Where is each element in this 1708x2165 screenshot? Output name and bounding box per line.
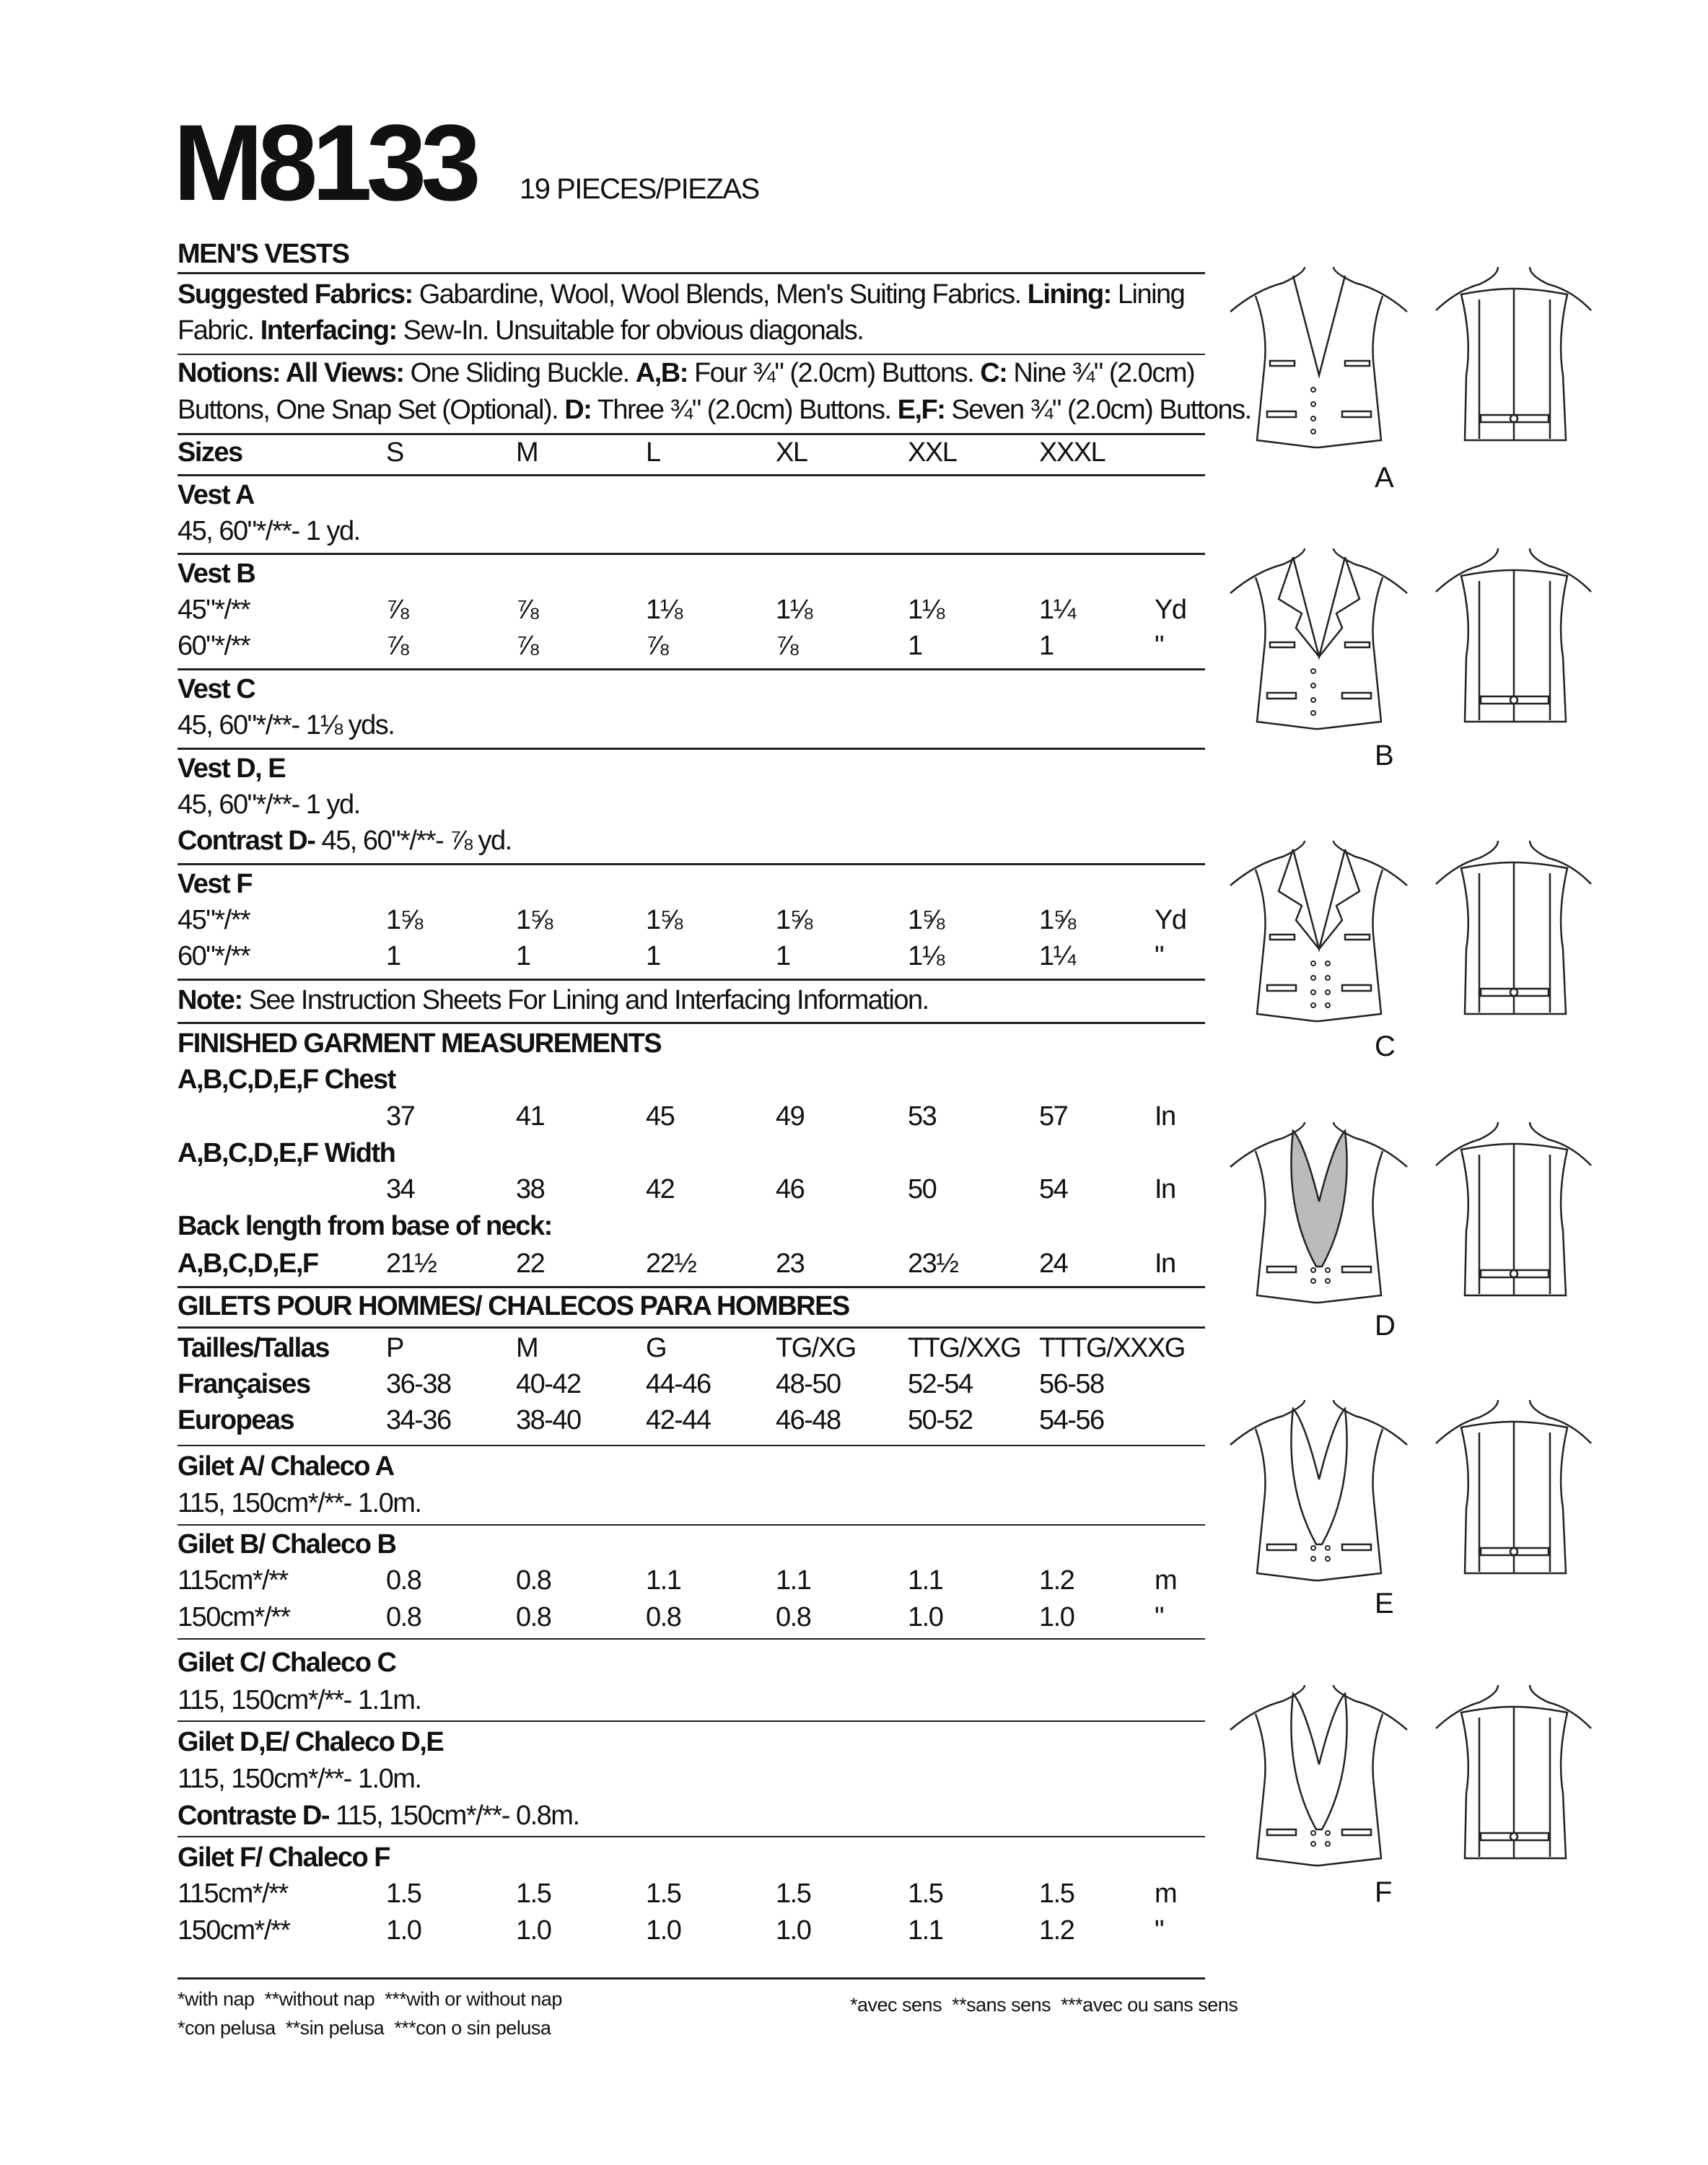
pattern-number: M8133	[173, 102, 476, 223]
vest-d-contrast: Contrast D- 45, 60"*/**- ⅞ yd.	[178, 826, 512, 856]
fr-es-sizes-label: Tailles/Tallas	[178, 1333, 329, 1363]
gilet-b-value: 1.1	[908, 1565, 943, 1596]
gilet-b-row-label: 150cm*/**	[178, 1602, 290, 1632]
vest-view-d	[1227, 1122, 1602, 1317]
vest-b-value: 1	[908, 631, 922, 661]
vest-b-row-label: 45"*/**	[178, 595, 250, 625]
gilet-b-value: 1.0	[908, 1602, 943, 1632]
vest-f-value: 1	[776, 941, 790, 971]
vest-b-value: 1	[1039, 631, 1054, 661]
divider	[178, 979, 1205, 981]
divider	[178, 1326, 1205, 1329]
gilet-f-value: 1.1	[908, 1915, 943, 1946]
divider	[178, 1022, 1205, 1024]
vest-b-value: 1⅛	[776, 595, 812, 625]
vest-f-value: 1⅝	[1039, 905, 1075, 935]
gilet-f-value: 1.2	[1039, 1915, 1074, 1946]
fr-es-title: GILETS POUR HOMMES/ CHALECOS PARA HOMBRES	[178, 1291, 849, 1321]
gilet-b-unit: "	[1155, 1602, 1163, 1632]
fr-es-francaises-value: 40-42	[516, 1369, 581, 1399]
vest-view-a	[1227, 267, 1602, 462]
vest-a-yardage: 45, 60"*/**- 1 yd.	[178, 516, 360, 546]
gilet-f-value: 1.5	[1039, 1878, 1074, 1909]
gilet-c-meterage: 115, 150cm*/**- 1.1m.	[178, 1685, 421, 1715]
fr-es-sizes-value: TTTG/XXXG	[1039, 1333, 1185, 1363]
vest-view-c	[1227, 841, 1602, 1036]
back-length-unit: In	[1155, 1248, 1175, 1279]
size-xxxl: XXXL	[1039, 437, 1105, 468]
vest-f-value: 1¼	[1039, 941, 1075, 971]
gilet-b-unit: m	[1155, 1565, 1177, 1596]
suggested-fabrics: Suggested Fabrics: Gabardine, Wool, Wool Blends, Men's Suiting Fabrics. Lining: Lining	[178, 279, 1185, 310]
fr-es-francaises-value: 44-46	[646, 1369, 711, 1399]
vest-b-value: ⅞	[386, 631, 408, 661]
chest-value: 37	[386, 1101, 415, 1132]
vest-de-label: Vest D, E	[178, 753, 286, 784]
vest-f-unit: "	[1155, 941, 1163, 971]
vest-f-value: 1⅝	[386, 905, 422, 935]
vest-f-unit: Yd	[1155, 905, 1186, 935]
gilet-b-value: 0.8	[646, 1602, 681, 1632]
vest-de-yardage: 45, 60"*/**- 1 yd.	[178, 790, 360, 820]
divider	[178, 863, 1205, 865]
vest-f-value: 1⅝	[908, 905, 944, 935]
gilet-b-value: 0.8	[386, 1565, 421, 1596]
pieces-count: 19 PIECES/PIEZAS	[520, 173, 759, 205]
vest-f-row-label: 60"*/**	[178, 941, 250, 971]
fr-es-europeas-value: 54-56	[1039, 1405, 1104, 1435]
vest-view-b	[1227, 548, 1602, 743]
width-value: 38	[516, 1174, 545, 1204]
chest-value: 49	[776, 1101, 805, 1132]
gilet-f-unit: "	[1155, 1915, 1163, 1946]
back-length-label: Back length from base of neck:	[178, 1211, 552, 1241]
chest-label: A,B,C,D,E,F Chest	[178, 1064, 395, 1095]
gilet-b-value: 0.8	[516, 1602, 551, 1632]
chest-value: 57	[1039, 1101, 1068, 1132]
fr-es-europeas-value: 38-40	[516, 1405, 581, 1435]
chest-value: 41	[516, 1101, 545, 1132]
divider	[178, 272, 1205, 274]
vest-b-value: ⅞	[516, 595, 538, 625]
vest-f-value: 1	[646, 941, 660, 971]
vest-f-value: 1	[516, 941, 530, 971]
fr-es-francaises-value: 36-38	[386, 1369, 451, 1399]
fr-es-europeas-label: Europeas	[178, 1405, 294, 1435]
vest-b-value: ⅞	[776, 631, 798, 661]
width-unit: In	[1155, 1174, 1175, 1204]
fr-es-francaises-value: 48-50	[776, 1369, 841, 1399]
size-m: M	[516, 437, 538, 468]
gilet-f-row-label: 150cm*/**	[178, 1915, 290, 1946]
gilet-f-value: 1.5	[908, 1878, 943, 1909]
gilet-f-value: 1.0	[646, 1915, 681, 1946]
divider	[178, 553, 1205, 555]
gilet-f-value: 1.0	[776, 1915, 811, 1946]
divider	[178, 668, 1205, 670]
width-value: 34	[386, 1174, 415, 1204]
footnote-english: *with nap **without nap ***with or without nap	[178, 1988, 562, 2010]
gilet-f-value: 1.5	[516, 1878, 551, 1909]
gilet-f-label: Gilet F/ Chaleco F	[178, 1842, 390, 1873]
back-length-value: 22	[516, 1248, 545, 1279]
lining-note: Note: See Instruction Sheets For Lining and Interfacing Information.	[178, 985, 929, 1015]
divider	[178, 1720, 1205, 1722]
vest-c-yardage: 45, 60"*/**- 1⅛ yds.	[178, 710, 395, 740]
fr-es-sizes-value: G	[646, 1333, 667, 1363]
fr-es-sizes-value: TTG/XXG	[908, 1333, 1021, 1363]
vest-f-row-label: 45"*/**	[178, 905, 250, 935]
chest-unit: In	[1155, 1101, 1175, 1132]
gilet-b-label: Gilet B/ Chaleco B	[178, 1529, 396, 1560]
divider	[178, 1977, 1205, 1980]
fr-es-europeas-value: 34-36	[386, 1405, 451, 1435]
notions-line2: Buttons, One Snap Set (Optional). D: Three ¾" (2.0cm) Buttons. E,F: Seven ¾" (2.0cm) Buttons.	[178, 395, 1251, 425]
vest-b-label: Vest B	[178, 559, 255, 589]
gilet-b-value: 1.0	[1039, 1602, 1074, 1632]
vest-a-label: Vest A	[178, 480, 254, 510]
finished-title: FINISHED GARMENT MEASUREMENTS	[178, 1028, 662, 1059]
chest-value: 53	[908, 1101, 937, 1132]
vest-f-value: 1	[386, 941, 400, 971]
sizes-label: Sizes	[178, 437, 242, 468]
gilet-b-value: 0.8	[776, 1602, 811, 1632]
width-label: A,B,C,D,E,F Width	[178, 1138, 395, 1168]
divider	[178, 1524, 1205, 1526]
fr-es-francaises-value: 56-58	[1039, 1369, 1104, 1399]
divider	[178, 1638, 1205, 1640]
view-letter-f: F	[1375, 1876, 1393, 1908]
back-length-value: 21½	[386, 1248, 437, 1279]
gilet-b-row-label: 115cm*/**	[178, 1565, 288, 1596]
gilet-f-value: 1.5	[776, 1878, 811, 1909]
size-l: L	[646, 437, 660, 468]
back-length-value: 23½	[908, 1248, 958, 1279]
divider	[178, 354, 1205, 355]
page-title: MEN'S VESTS	[178, 239, 349, 269]
gilet-f-value: 1.5	[646, 1878, 681, 1909]
width-value: 54	[1039, 1174, 1068, 1204]
view-letter-e: E	[1375, 1588, 1394, 1619]
back-length-sub: A,B,C,D,E,F	[178, 1248, 318, 1279]
fr-es-sizes-value: P	[386, 1333, 403, 1363]
fr-es-europeas-value: 42-44	[646, 1405, 711, 1435]
gilet-de-meterage: 115, 150cm*/**- 1.0m.	[178, 1764, 421, 1794]
suggested-fabrics-line2: Fabric. Interfacing: Sew-In. Unsuitable for obvious diagonals.	[178, 315, 864, 346]
view-letter-b: B	[1375, 740, 1394, 771]
divider	[178, 1445, 1205, 1446]
gilet-b-value: 1.1	[646, 1565, 681, 1596]
back-length-value: 22½	[646, 1248, 696, 1279]
vest-b-value: 1⅛	[908, 595, 944, 625]
divider	[178, 474, 1205, 476]
footnote-spanish: *con pelusa **sin pelusa ***con o sin pelusa	[178, 2017, 551, 2039]
gilet-de-label: Gilet D,E/ Chaleco D,E	[178, 1727, 444, 1757]
view-letter-d: D	[1375, 1310, 1396, 1342]
gilet-a-label: Gilet A/ Chaleco A	[178, 1451, 394, 1482]
gilet-f-value: 1.5	[386, 1878, 421, 1909]
fr-es-sizes-value: TG/XG	[776, 1333, 856, 1363]
vest-b-value: ⅞	[386, 595, 408, 625]
vest-b-value: 1⅛	[646, 595, 682, 625]
back-length-value: 24	[1039, 1248, 1068, 1279]
vest-view-f	[1227, 1685, 1602, 1880]
fr-es-europeas-value: 50-52	[908, 1405, 973, 1435]
gilet-f-row-label: 115cm*/**	[178, 1878, 288, 1909]
vest-b-unit: "	[1155, 631, 1163, 661]
chest-value: 45	[646, 1101, 675, 1132]
vest-f-value: 1⅝	[646, 905, 682, 935]
gilet-f-value: 1.0	[386, 1915, 421, 1946]
divider	[178, 1836, 1205, 1837]
vest-b-value: 1¼	[1039, 595, 1075, 625]
gilet-b-value: 0.8	[516, 1565, 551, 1596]
size-s: S	[386, 437, 403, 468]
vest-f-value: 1⅛	[908, 941, 944, 971]
vest-b-row-label: 60"*/**	[178, 631, 250, 661]
fr-es-sizes-value: M	[516, 1333, 538, 1363]
width-value: 42	[646, 1174, 675, 1204]
gilet-b-value: 0.8	[386, 1602, 421, 1632]
gilet-c-label: Gilet C/ Chaleco C	[178, 1648, 396, 1678]
size-xxl: XXL	[908, 437, 957, 468]
vest-f-value: 1⅝	[776, 905, 812, 935]
vest-view-e	[1227, 1400, 1602, 1595]
vest-c-label: Vest C	[178, 674, 255, 704]
gilet-f-value: 1.0	[516, 1915, 551, 1946]
gilet-f-unit: m	[1155, 1878, 1177, 1909]
gilet-b-value: 1.1	[776, 1565, 811, 1596]
gilet-d-contrast: Contraste D- 115, 150cm*/**- 0.8m.	[178, 1801, 579, 1831]
view-letter-c: C	[1375, 1031, 1396, 1062]
width-value: 46	[776, 1174, 805, 1204]
divider	[178, 433, 1205, 435]
footnote-french: *avec sens **sans sens ***avec ou sans sens	[850, 1994, 1238, 2016]
divider	[178, 1286, 1205, 1288]
fr-es-francaises-value: 52-54	[908, 1369, 973, 1399]
divider	[178, 748, 1205, 750]
fr-es-europeas-value: 46-48	[776, 1405, 841, 1435]
gilet-a-meterage: 115, 150cm*/**- 1.0m.	[178, 1488, 421, 1518]
vest-b-value: ⅞	[516, 631, 538, 661]
back-length-value: 23	[776, 1248, 805, 1279]
fr-es-francaises-label: Françaises	[178, 1369, 310, 1399]
vest-f-value: 1⅝	[516, 905, 552, 935]
gilet-b-value: 1.2	[1039, 1565, 1074, 1596]
vest-b-unit: Yd	[1155, 595, 1186, 625]
width-value: 50	[908, 1174, 937, 1204]
view-letter-a: A	[1375, 462, 1394, 494]
vest-f-label: Vest F	[178, 869, 252, 899]
notions-line1: Notions: All Views: One Sliding Buckle. A,B: Four ¾" (2.0cm) Buttons. C: Nine ¾" (2.0cm)	[178, 358, 1195, 388]
vest-b-value: ⅞	[646, 631, 668, 661]
size-xl: XL	[776, 437, 807, 468]
